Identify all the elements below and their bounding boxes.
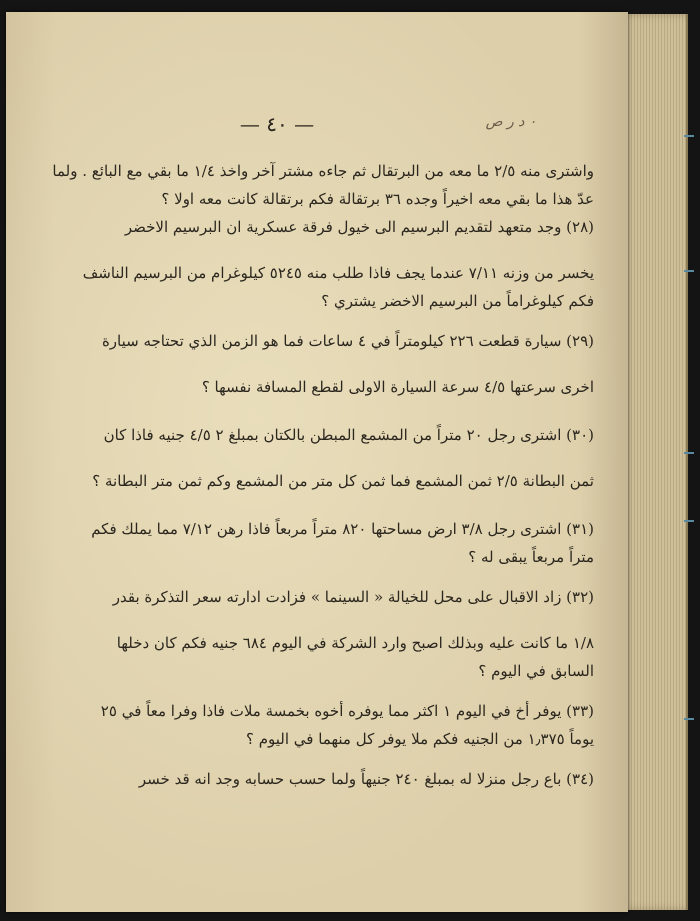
page-tab-mark — [684, 520, 694, 522]
page-tab-mark — [684, 270, 694, 272]
text-line: اخرى سرعتها ٤/٥ سرعة السيارة الاولى لقطع المسافة نفسها ؟ — [201, 378, 594, 396]
problem-32-line: (٣٢) زاد الاقبال على محل للخيالة « السينما » فزادت ادارته سعر التذكرة بقدر — [112, 588, 594, 606]
page-number: — ٤٠ — — [239, 112, 315, 136]
handwritten-margin-note: ٠ د ر ص — [485, 114, 537, 130]
text-line: عدّ هذا ما بقي معه اخيراً وجده ٣٦ برتقالة فكم برتقالة كانت معه اولا ؟ — [161, 190, 594, 208]
text-line: يخسر من وزنه ٧/١١ عندما يجف فاذا طلب منه ٥٢٤٥ كيلوغرام من البرسيم الناشف — [82, 264, 594, 282]
page-tab-mark — [684, 135, 694, 137]
problem-31-line: (٣١) اشترى رجل ٣/٨ ارض مساحتها ٨٢٠ متراً مربعاً فاذا رهن ٧/١٢ مما يملك فكم — [91, 520, 594, 538]
text-line: متراً مربعاً يبقى له ؟ — [468, 548, 594, 566]
problem-30-line: (٣٠) اشترى رجل ٢٠ متراً من المشمع المبطن بالكتان بمبلغ ٢ ٤/٥ جنيه فاذا كان — [103, 426, 594, 444]
page-tab-mark — [684, 452, 694, 454]
problem-33-line: (٣٣) يوفر أخ في اليوم ١ اكثر مما يوفره أخوه بخمسة ملات فاذا وفرا معاً في ٢٥ — [100, 702, 594, 720]
page-body — [34, 152, 594, 790]
problem-29-line: (٢٩) سيارة قطعت ٢٢٦ كيلومتراً في ٤ ساعات فما هو الزمن الذي تحتاجه سيارة — [101, 332, 594, 350]
page-header — [6, 112, 628, 142]
text-line: ١/٨ ما كانت عليه وبذلك اصبح وارد الشركة في اليوم ٦٨٤ جنيه فكم كان دخلها — [116, 634, 594, 652]
text-line: السابق في اليوم ؟ — [478, 662, 594, 680]
text-line: واشترى منه ٢/٥ ما معه من البرتقال ثم جاءه مشتر آخر واخذ ١/٤ ما بقي مع البائع . ولما — [52, 162, 594, 180]
text-line: فكم كيلوغراماً من البرسيم الاخضر يشتري ؟ — [321, 292, 594, 310]
text-line: يوماً ١٫٣٧٥ من الجنيه فكم ملا يوفر كل منهما في اليوم ؟ — [245, 730, 594, 748]
book-page — [6, 12, 628, 912]
text-line: ثمن البطانة ٢/٥ ثمن المشمع فما ثمن كل متر من المشمع وكم ثمن متر البطانة ؟ — [92, 472, 594, 490]
problem-34-line: (٣٤) باع رجل منزلا له بمبلغ ٢٤٠ جنيهاً ولما حسب حسابه وجد انه قد خسر — [138, 770, 594, 788]
page-tab-mark — [684, 718, 694, 720]
problem-28-line: (٢٨) وجد متعهد لتقديم البرسيم الى خيول فرقة عسكرية ان البرسيم الاخضر — [124, 218, 594, 236]
